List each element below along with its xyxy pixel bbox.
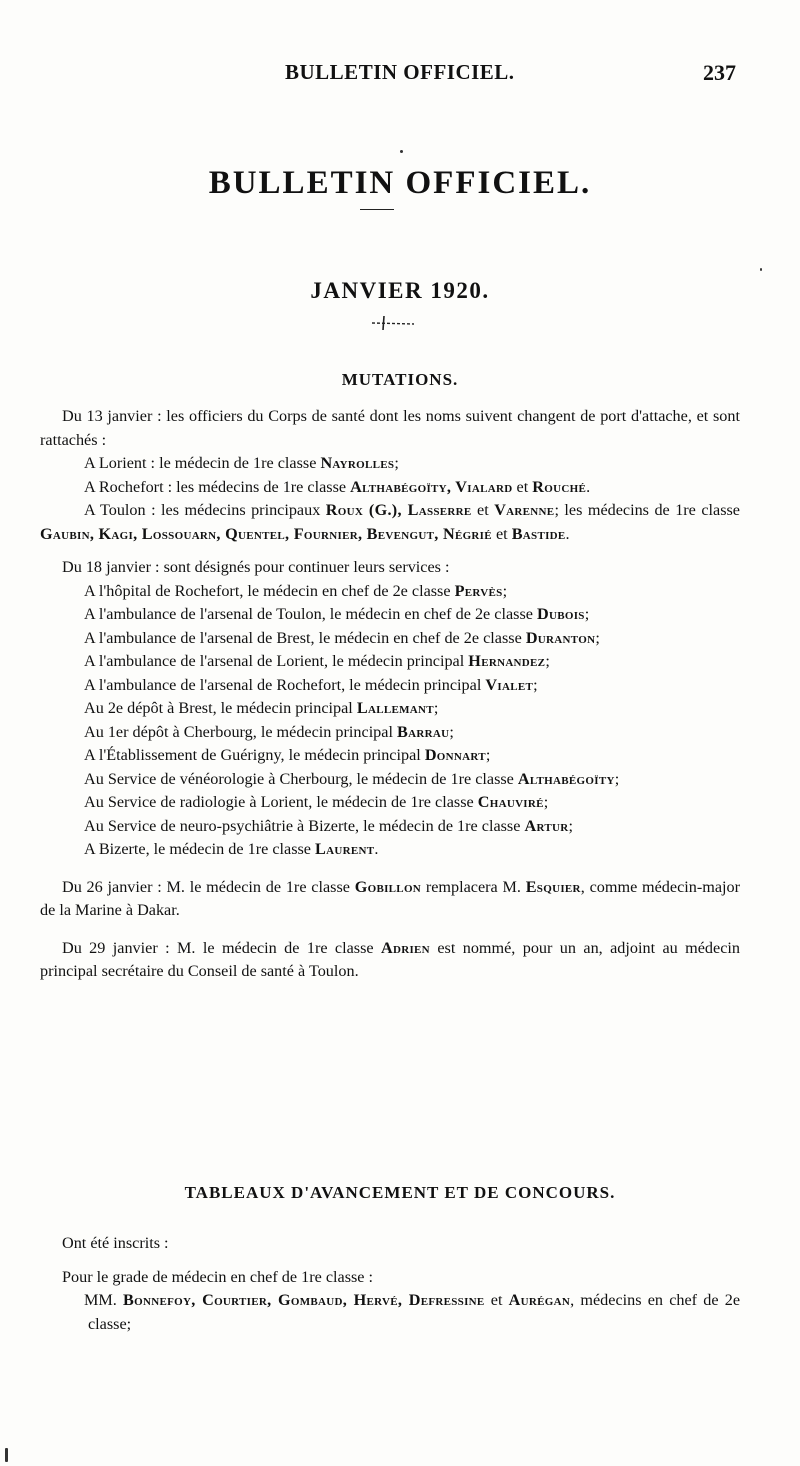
- list-item: Au Service de radiologie à Lorient, le médecin de 1re classe Chauviré;: [84, 793, 549, 811]
- list-item: A l'ambulance de l'arsenal de Toulon, le médecin en chef de 2e classe Dubois;: [84, 605, 590, 623]
- list-item: A l'ambulance de l'arsenal de Rochefort, le médecin principal Vialet;: [84, 675, 538, 694]
- page-title: BULLETIN OFFICIEL.: [208, 165, 592, 201]
- list-item: Au 1er dépôt à Cherbourg, le médecin principal Barrau;: [84, 722, 454, 741]
- list-item: A l'hôpital de Rochefort, le médecin en chef de 2e classe Pervès;: [84, 581, 508, 600]
- designations-list: [40, 580, 740, 862]
- running-title: BULLETIN OFFICIEL.: [285, 60, 515, 84]
- scan-speck: [760, 268, 762, 271]
- list-item: A l'ambulance de l'arsenal de Lorient, le médecin principal Hernandez;: [84, 652, 550, 670]
- mutations-body: [40, 405, 740, 984]
- promotion-list: MM. Bonnefoy, Courtier, Gombaud, Hervé, Defressine et Aurégan, médecins en chef de 2e classe;: [84, 1291, 741, 1333]
- list-item: A Bizerte, le médecin de 1re classe Laurent.: [84, 840, 379, 858]
- page-number: 237: [703, 60, 736, 85]
- scan-speck: [400, 150, 403, 153]
- list-item: A Toulon : les médecins principaux Roux (G.), Lasserre et Varenne; les médecins de 1re classe Gaubin, Kagi, Lossouarn, Quentel, Fournier, Bevengut, Négrié et Bastide.: [40, 501, 740, 543]
- tableaux-body: [40, 1232, 740, 1336]
- mutation-paragraph-29-jan: Du 29 janvier : M. le médecin de 1re classe Adrien est nommé, pour un an, adjoint au médecin principal secrétaire du Conseil de santé à Toulon.: [40, 938, 740, 980]
- title-divider: [360, 209, 394, 210]
- grade-line: Pour le grade de médecin en chef de 1re classe :: [62, 1267, 374, 1286]
- inscrits-line: Ont été inscrits :: [62, 1234, 169, 1252]
- mutation-paragraph-13-jan: Du 13 janvier : les officiers du Corps de santé dont les noms suivent changent de port d'attache, et sont rattachés :: [40, 407, 740, 449]
- list-item: Au 2e dépôt à Brest, le médecin principal Lallemant;: [84, 699, 439, 717]
- scan-speck: [5, 1448, 8, 1462]
- mutations-heading: MUTATIONS.: [341, 370, 459, 389]
- list-item: A Lorient : le médecin de 1re classe Nayrolles;: [84, 454, 399, 472]
- month-heading: JANVIER 1920.: [310, 278, 490, 303]
- list-item: A Rochefort : les médecins de 1re classe Althabégoïty, Vialard et Rouché.: [84, 477, 591, 496]
- list-item: A l'Établissement de Guérigny, le médecin principal Donnart;: [84, 746, 491, 764]
- running-header: [0, 60, 800, 90]
- ornament-divider-icon: [368, 313, 418, 333]
- mutation-paragraph-18-jan: Du 18 janvier : sont désignés pour continuer leurs services :: [62, 558, 450, 576]
- mutation-paragraph-26-jan: Du 26 janvier : M. le médecin de 1re classe Gobillon remplacera M. Esquier, comme médecin-major de la Marine à Dakar.: [40, 877, 741, 919]
- list-item: A l'ambulance de l'arsenal de Brest, le médecin en chef de 2e classe Duranton;: [84, 628, 600, 647]
- list-item: Au Service de neuro-psychiâtrie à Bizerte, le médecin de 1re classe Artur;: [84, 816, 573, 835]
- tableaux-heading: TABLEAUX D'AVANCEMENT ET DE CONCOURS.: [184, 1183, 616, 1202]
- list-item: Au Service de vénéorologie à Cherbourg, le médecin de 1re classe Althabégoïty;: [84, 769, 620, 788]
